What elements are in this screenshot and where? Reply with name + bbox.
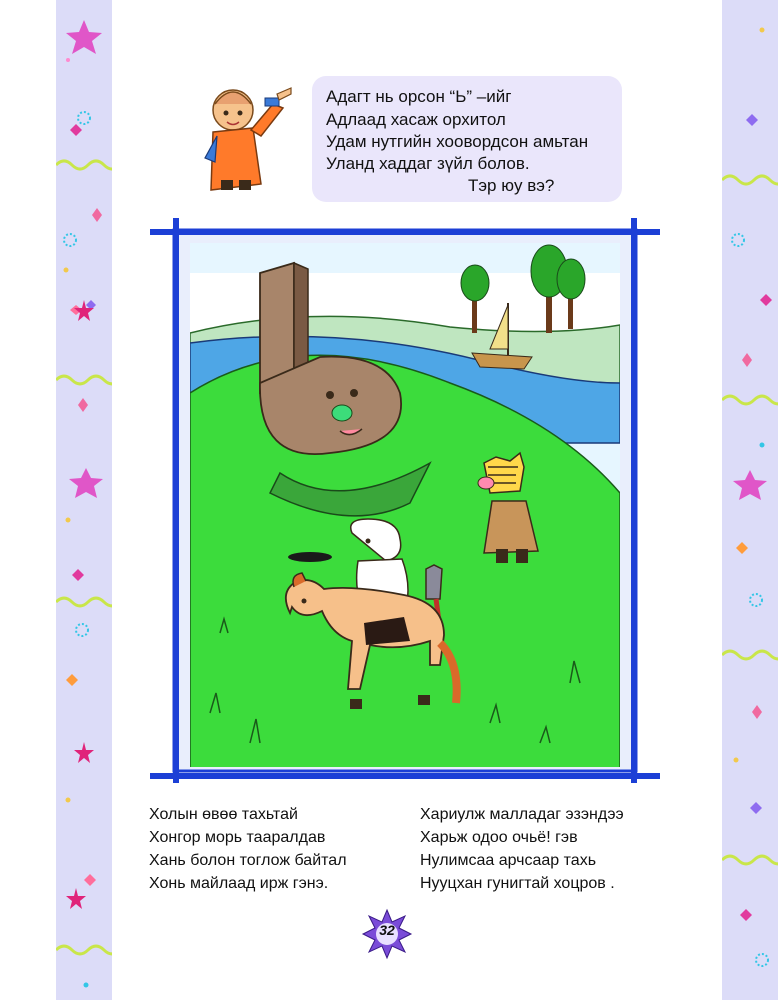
right-confetti-decoration — [722, 0, 778, 1000]
poem-left-line: Хань болон тоглож байтал — [149, 852, 347, 869]
riddle-line: Удам нутгийн хоовордсон амьтан — [326, 132, 589, 151]
left-decorative-band — [56, 0, 112, 1000]
page-number: 32 — [379, 922, 395, 938]
poem-right-line: Хариулж малладаг эзэндээ — [420, 806, 624, 823]
poem-left-line: Хонь майлаад ирж гэнэ. — [149, 875, 329, 892]
right-decorative-band — [722, 0, 778, 1000]
riddle-line: Адлаад хасаж орхитол — [326, 110, 506, 129]
boy-pointing-illustration — [195, 80, 295, 198]
poem-right-line: Нууцхан гунигтай хоцров . — [420, 875, 615, 892]
page-margin-left — [0, 0, 56, 1000]
poem-left-line: Хонгор морь тааралдав — [149, 829, 326, 846]
poem-left-line: Холын өвөө тахьтай — [149, 806, 298, 823]
riddle-line: Уланд хаддаг зүйл болов. — [326, 154, 530, 173]
hole — [288, 552, 332, 562]
riddle-line: Адагт нь орсон “Ь” –ийг — [326, 87, 512, 106]
poem-right-line: Харьж одоо очьё! гэв — [420, 829, 578, 846]
poem-right-line: Нулимсаа арчсаар тахь — [420, 852, 597, 869]
left-confetti-decoration — [56, 0, 112, 1000]
riddle-question: Тэр юу вэ? — [468, 176, 555, 195]
riddle-scene-illustration — [190, 243, 620, 767]
